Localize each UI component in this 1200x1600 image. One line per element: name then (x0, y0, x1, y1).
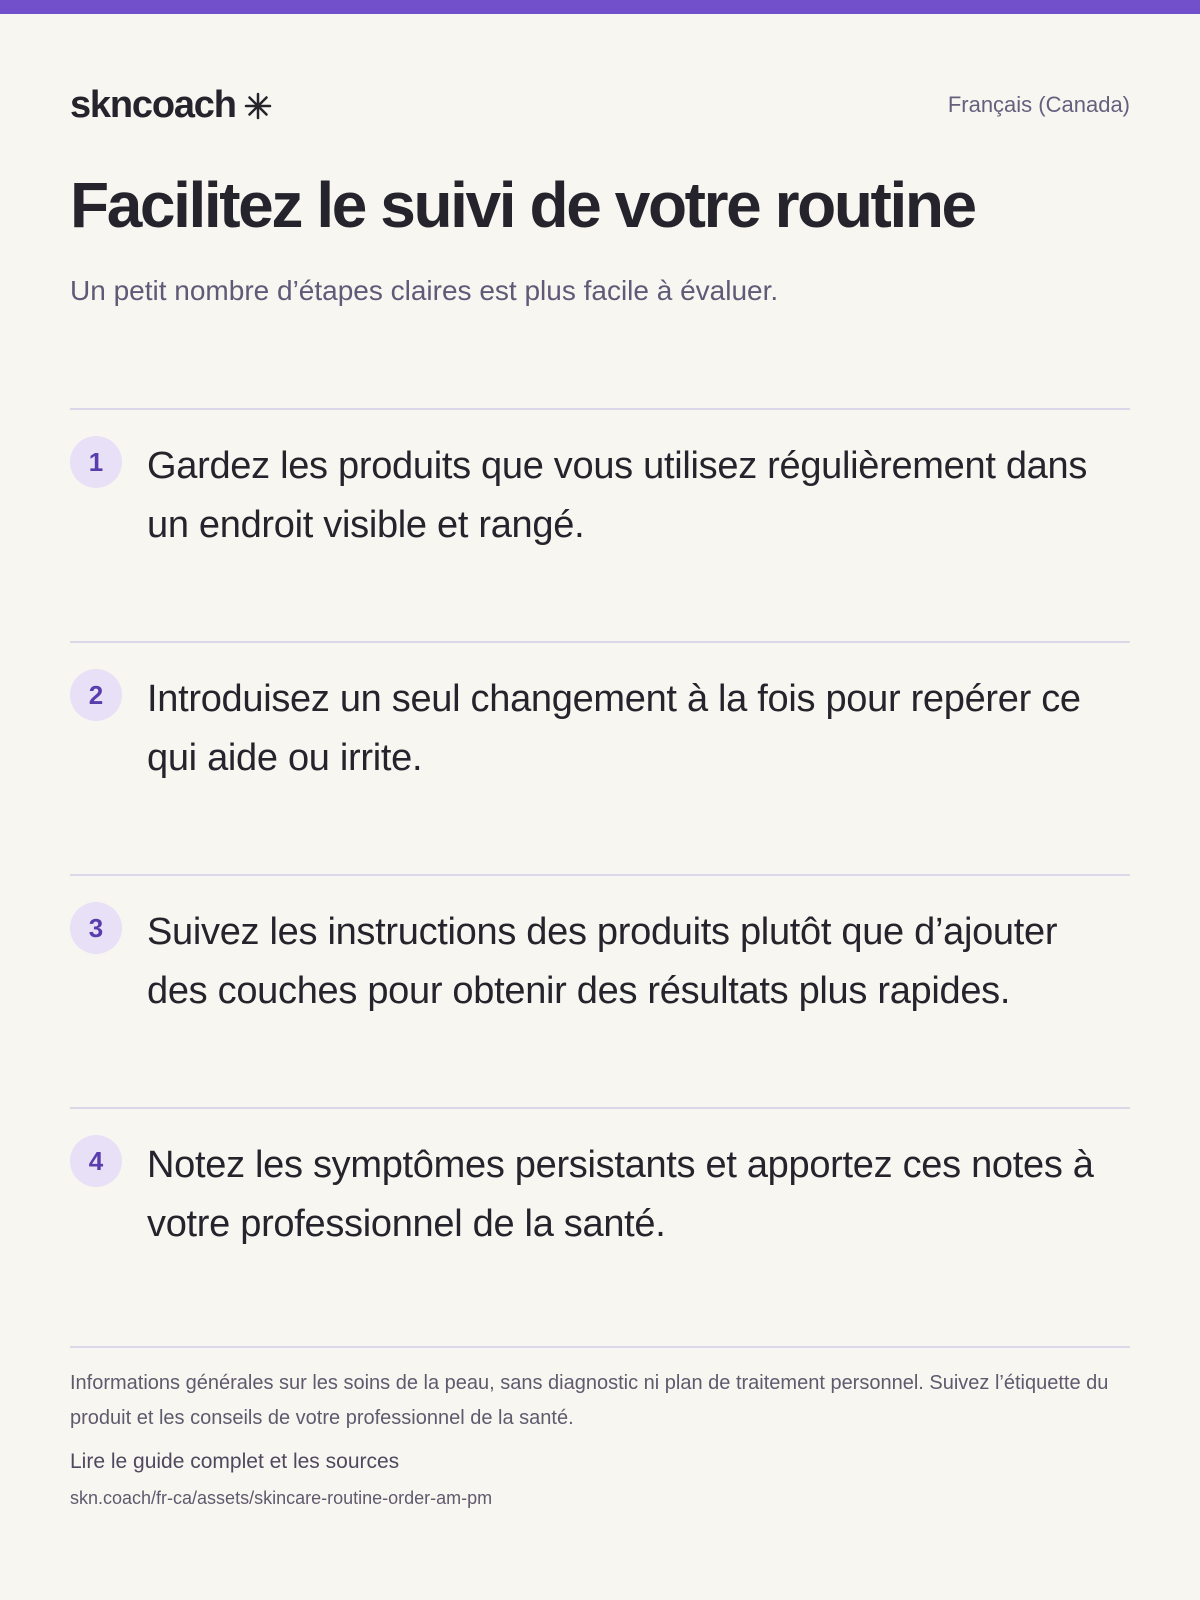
step-item (70, 641, 1130, 874)
step-text: Introduisez un seul changement à la fois pour repérer ce qui aide ou irrite. (147, 678, 1081, 779)
disclaimer-text: Informations générales sur les soins de la peau, sans diagnostic ni plan de traitement personnel. Suivez l’étiquette du produit et les conseils de votre professionnel de la santé. (70, 1372, 1109, 1429)
page-footer (70, 1346, 1130, 1510)
page-header (70, 82, 1130, 132)
step-number-badge: 2 (70, 669, 122, 721)
language-selector[interactable]: Français (Canada) (947, 92, 1130, 117)
brand-name: skncoach (70, 84, 236, 126)
step-item (70, 408, 1130, 641)
step-number-badge: 4 (70, 1135, 122, 1187)
step-text: Suivez les instructions des produits plutôt que d’ajouter des couches pour obtenir des résultats plus rapides. (147, 911, 1058, 1012)
source-url: skn.coach/fr-ca/assets/skincare-routine-order-am-pm (70, 1488, 493, 1508)
sparkle-icon (244, 92, 272, 120)
step-item (70, 874, 1130, 1107)
page-subtitle: Un petit nombre d’étapes claires est plus facile à évaluer. (70, 275, 779, 306)
brand-logo (70, 86, 272, 124)
page-title: Facilitez le suivi de votre routine (70, 169, 975, 241)
step-text: Gardez les produits que vous utilisez régulièrement dans un endroit visible et rangé. (147, 445, 1088, 546)
steps-list (70, 408, 1130, 1340)
step-number-badge: 3 (70, 902, 122, 954)
routine-tips-page (70, 0, 1130, 1600)
step-item (70, 1107, 1130, 1340)
step-number-badge: 1 (70, 436, 122, 488)
step-text: Notez les symptômes persistants et apportez ces notes à votre professionnel de la santé. (147, 1144, 1094, 1245)
full-guide-link[interactable]: Lire le guide complet et les sources (70, 1450, 400, 1473)
